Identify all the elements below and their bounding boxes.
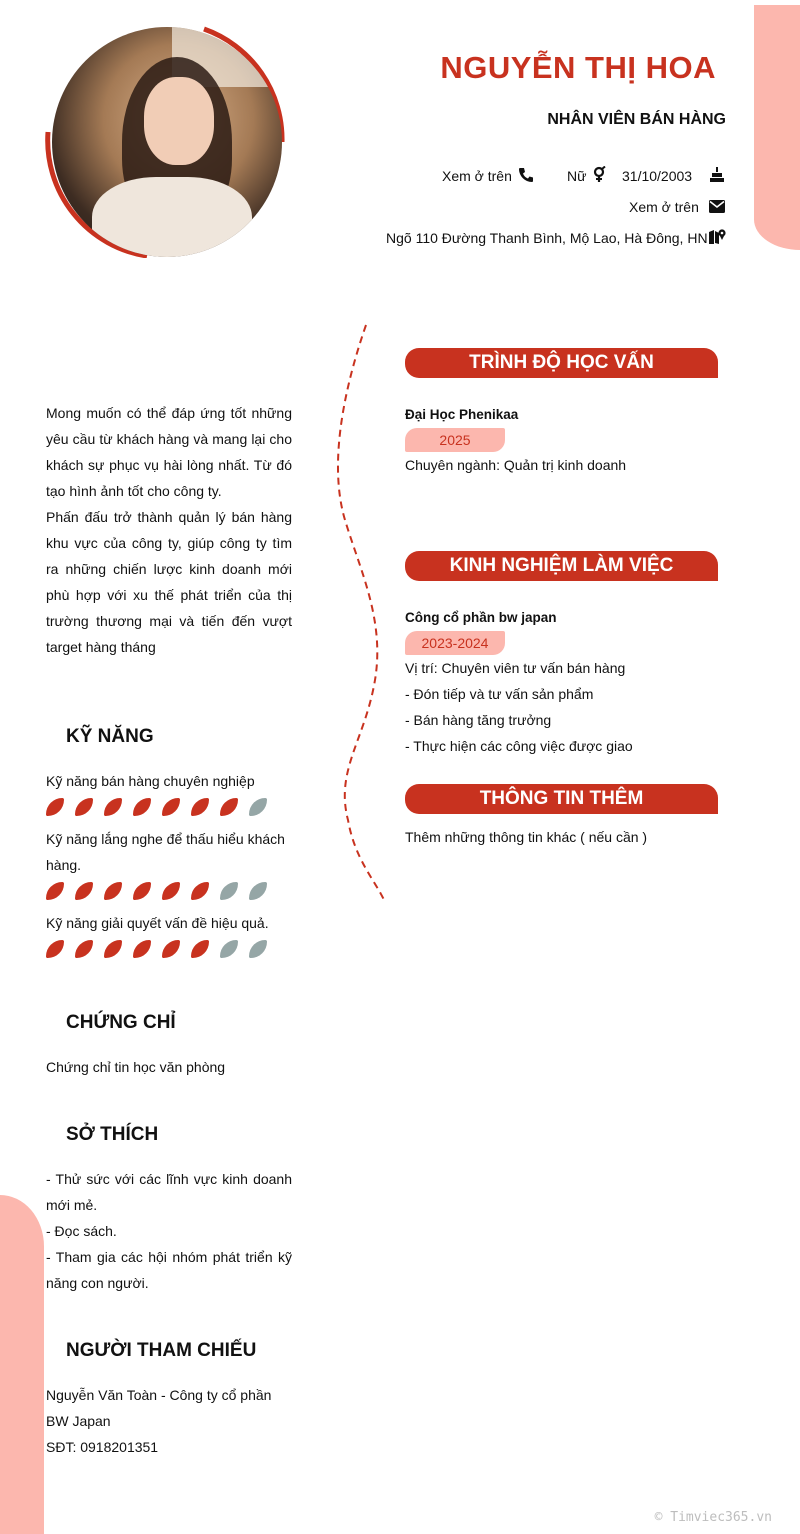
skill-rating	[46, 798, 267, 816]
rating-dot-filled	[46, 882, 64, 900]
company-name: Công cổ phần bw japan	[405, 610, 557, 625]
skill-label: Kỹ năng bán hàng chuyên nghiệp	[46, 773, 255, 789]
envelope-icon	[709, 200, 725, 213]
rating-dot-empty	[220, 882, 238, 900]
hobby-item: - Đọc sách.	[46, 1223, 117, 1239]
phone-value: Xem ở trên	[442, 168, 512, 184]
additional-info-title: THÔNG TIN THÊM	[405, 784, 718, 814]
hobby-item: - Tham gia các hội nhóm phát triển kỹ năng con người.	[46, 1249, 292, 1291]
experience-line: - Thực hiện các công việc được giao	[405, 738, 633, 754]
gender-value: Nữ	[567, 168, 587, 184]
education-major: Chuyên ngành: Quản trị kinh doanh	[405, 457, 627, 473]
rating-dot-empty	[249, 940, 267, 958]
gender-info	[567, 168, 586, 184]
rating-dot-empty	[249, 882, 267, 900]
map-icon	[708, 228, 726, 245]
skills-title: KỸ NĂNG	[66, 726, 154, 747]
rating-dot-filled	[75, 940, 93, 958]
rating-dot-filled	[75, 882, 93, 900]
divider-curve	[330, 320, 400, 905]
hobbies-list	[46, 1166, 292, 1296]
address-value: Ngõ 110 Đường Thanh Bình, Mộ Lao, Hà Đông, HN	[386, 230, 708, 246]
hobbies-title: SỞ THÍCH	[66, 1124, 159, 1145]
references-title: NGƯỜI THAM CHIẾU	[66, 1340, 257, 1361]
rating-dot-filled	[220, 798, 238, 816]
experience-period: 2023-2024	[405, 631, 505, 655]
rating-dot-filled	[104, 798, 122, 816]
hobby-item: - Thử sức với các lĩnh vực kinh doanh mới mẻ.	[46, 1171, 292, 1213]
skill-label: Kỹ năng giải quyết vấn đề hiệu quả.	[46, 915, 269, 931]
avatar	[52, 27, 282, 257]
candidate-name: NGUYỄN THỊ HOA	[440, 50, 716, 85]
skill-rating	[46, 882, 267, 900]
birthday-cake-icon	[709, 166, 725, 183]
education-year: 2025	[405, 428, 505, 452]
rating-dot-empty	[249, 798, 267, 816]
rating-dot-filled	[191, 798, 209, 816]
reference-item: SĐT: 0918201351	[46, 1439, 159, 1455]
rating-dot-filled	[162, 940, 180, 958]
experience-line: Vị trí: Chuyên viên tư vấn bán hàng	[405, 660, 626, 676]
rating-dot-filled	[191, 940, 209, 958]
phone-icon	[518, 167, 534, 183]
gender-icon	[592, 166, 606, 183]
email-value: Xem ở trên	[629, 199, 699, 215]
rating-dot-filled	[75, 798, 93, 816]
rating-dot-filled	[104, 882, 122, 900]
school-name: Đại Học Phenikaa	[405, 407, 519, 422]
rating-dot-filled	[162, 798, 180, 816]
experience-title: KINH NGHIỆM LÀM VIỆC	[405, 551, 718, 581]
job-title: NHÂN VIÊN BÁN HÀNG	[547, 111, 726, 128]
watermark: © Timviec365.vn	[654, 1510, 772, 1525]
objective-paragraph: Mong muốn có thể đáp ứng tốt những yêu cầu từ khách hàng và mang lại cho khách sự phục vụ hài lòng nhất. Từ đó tạo hình ảnh tốt cho công ty.	[46, 405, 292, 499]
birthday-info	[622, 168, 692, 184]
experience-line: - Bán hàng tăng trưởng	[405, 712, 552, 728]
additional-info-text: Thêm những thông tin khác ( nếu cần )	[405, 829, 648, 845]
address-info	[386, 230, 708, 246]
career-objective	[46, 400, 292, 660]
decor-corner-bottom-left	[0, 1195, 44, 1534]
rating-dot-empty	[220, 940, 238, 958]
decor-corner-top-right	[754, 5, 800, 250]
rating-dot-filled	[191, 882, 209, 900]
rating-dot-filled	[46, 940, 64, 958]
skill-rating	[46, 940, 267, 958]
certificates-title: CHỨNG CHỈ	[66, 1012, 176, 1033]
birthday-value: 31/10/2003	[622, 168, 693, 184]
reference-item: Nguyễn Văn Toàn - Công ty cổ phần BW Japan	[46, 1387, 272, 1429]
rating-dot-filled	[162, 882, 180, 900]
objective-paragraph: Phấn đấu trở thành quản lý bán hàng khu vực của công ty, giúp công ty tìm ra những chiến lược kinh doanh mới phù hợp với xu thế phát triển của thị trường thương mại và tiến đến vượt target hàng tháng	[46, 509, 292, 655]
skill-label: Kỹ năng lắng nghe để thấu hiểu khách hàng.	[46, 831, 285, 873]
education-title: TRÌNH ĐỘ HỌC VẤN	[405, 348, 718, 378]
experience-line: - Đón tiếp và tư vấn sản phẩm	[405, 686, 594, 702]
phone-info	[442, 168, 512, 184]
email-info	[629, 199, 699, 215]
certificate-item: Chứng chỉ tin học văn phòng	[46, 1059, 226, 1075]
references-list	[46, 1382, 292, 1460]
rating-dot-filled	[46, 798, 64, 816]
rating-dot-filled	[133, 940, 151, 958]
rating-dot-filled	[133, 882, 151, 900]
rating-dot-filled	[133, 798, 151, 816]
rating-dot-filled	[104, 940, 122, 958]
